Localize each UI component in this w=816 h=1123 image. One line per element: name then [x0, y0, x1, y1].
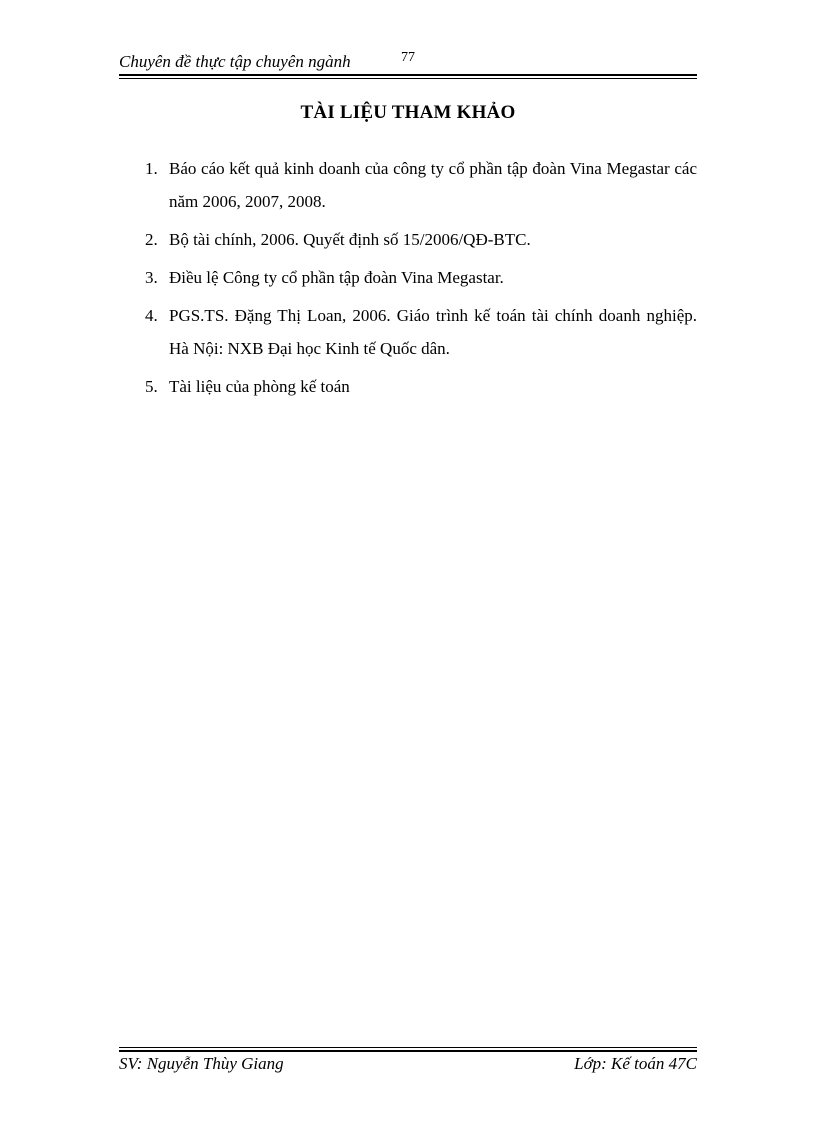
- footer-student-name: SV: Nguyễn Thùy Giang: [119, 1054, 284, 1073]
- references-heading: TÀI LIỆU THAM KHẢO: [300, 102, 516, 123]
- reference-number: 4.: [145, 306, 158, 325]
- reference-item: [145, 261, 697, 294]
- reference-text: Báo cáo kết quả kinh doanh của công ty cổ phần tập đoàn Vina Megastar các năm 2006, 2007, 2008.: [169, 159, 697, 211]
- reference-item: [145, 152, 697, 218]
- reference-list: [145, 152, 697, 408]
- page-number: 77: [401, 50, 415, 65]
- footer-class: Lớp: Kế toán 47C: [574, 1054, 697, 1073]
- reference-text: Điều lệ Công ty cổ phần tập đoàn Vina Megastar.: [169, 268, 504, 287]
- page-header: [119, 50, 697, 74]
- reference-number: 1.: [145, 159, 158, 178]
- reference-text: Tài liệu của phòng kế toán: [169, 377, 350, 396]
- reference-text: PGS.TS. Đặng Thị Loan, 2006. Giáo trình kế toán tài chính doanh nghiệp. Hà Nội: NXB Đại học Kinh tế Quốc dân.: [169, 306, 697, 358]
- reference-number: 3.: [145, 268, 158, 287]
- reference-number: 5.: [145, 377, 158, 396]
- footer-rule-thick: [119, 1050, 697, 1052]
- reference-number: 2.: [145, 230, 158, 249]
- header-rule-thick: [119, 74, 697, 76]
- reference-item: [145, 370, 697, 403]
- header-rule-thin: [119, 78, 697, 79]
- reference-item: [145, 299, 697, 365]
- reference-text: Bộ tài chính, 2006. Quyết định số 15/2006/QĐ-BTC.: [169, 230, 531, 249]
- reference-item: [145, 223, 697, 256]
- header-title: Chuyên đề thực tập chuyên ngành: [119, 52, 351, 71]
- footer-rule-thin: [119, 1047, 697, 1048]
